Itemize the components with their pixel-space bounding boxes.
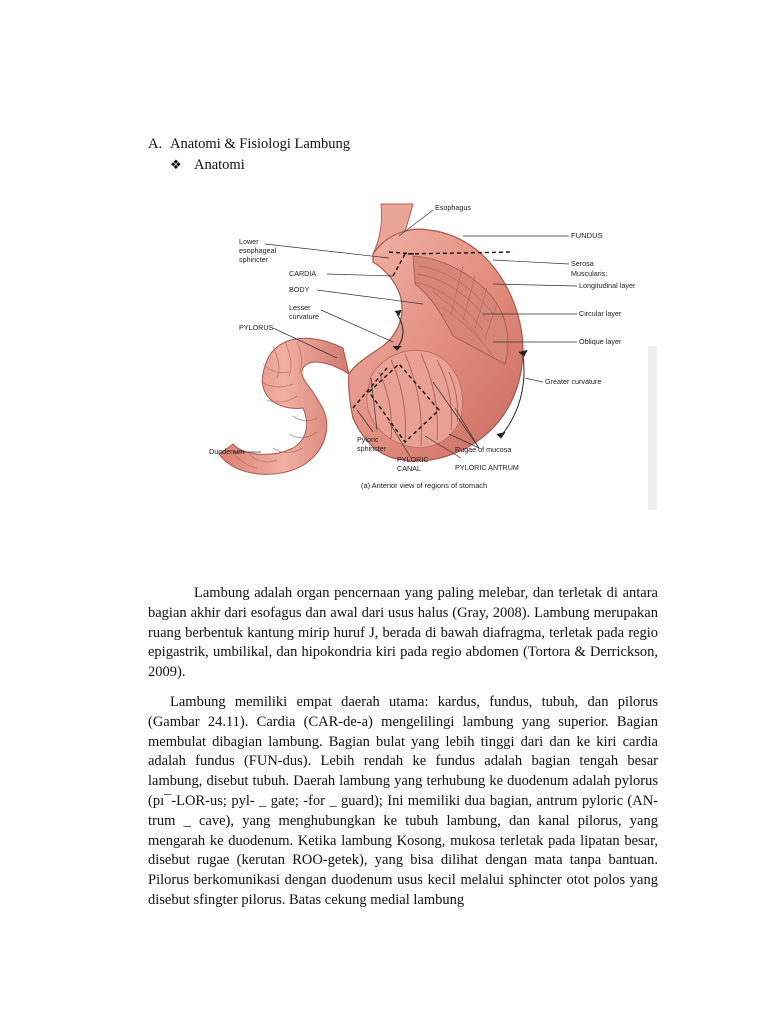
paragraph-2: Lambung memiliki empat daerah utama: kardus, fundus, tubuh, dan pilorus (Gambar 24.11). Cardia (CAR-de-a) mengelilingi lambung yang superior. Bagian membulat dibagian lambung. Bagian bulat yang lebih tinggi dari dan ke kiri cardia adalah fundus (FUN-dus). Lebih rendah ke fundus adalah bagian tengah besar lambung, disebut tubuh. Daerah lambung yang terhubung ke duodenum adalah pylorus (pı¯-LOR-us; pyl- _ gate; -for _ guard); Ini memiliki dua bagian, antrum pyloric (AN-trum _ cave), yang menghubungkan ke tubuh lambung, dan kanal pilorus, yang mengarah ke duodenum. Ketika lambung Kosong, mukosa terletak pada lipatan besar, disebut rugae (kerutan ROO-getek), yang bisa dilihat dengan mata tanpa bantuan. Pilorus berkomunikasi dengan duodenum usus kecil melalui sphincter otot polos yang disebut sfingter pilorus. Batas cekung medial lambung bbox=[148, 694, 658, 908]
paragraph-1: Lambung adalah organ pencernaan yang paling melebar, dan terletak di antara bagian akhir dari esofagus dan awal dari usus halus (Gray, 2008). Lambung merupakan ruang berbentuk kantung mirip huruf J, berada di bawah diafragma, terletak pada regio epigastrik, umbilikal, dan hipokondria kiri pada regio abdomen (Tortora & Derrickson, 2009). bbox=[148, 585, 658, 681]
label-lesser-1: Lesser bbox=[289, 303, 311, 312]
section-number: A. bbox=[148, 136, 163, 152]
label-lesser-2: curvature bbox=[289, 312, 319, 321]
figure-caption: (a) Anterior view of regions of stomach bbox=[361, 481, 488, 490]
label-duodenum: Duodenum bbox=[209, 447, 245, 456]
label-body: BODY bbox=[289, 285, 310, 294]
label-pyloric-canal-2: CANAL bbox=[397, 464, 421, 473]
label-pylorus: PYLORUS bbox=[239, 323, 274, 332]
label-oblique: Oblique layer bbox=[579, 337, 622, 346]
label-pyloric-antrum: PYLORIC ANTRUM bbox=[455, 463, 519, 472]
label-pyloric-sphincter-2: sphincter bbox=[357, 444, 387, 453]
label-esophagus: Esophagus bbox=[435, 203, 471, 212]
label-lower-sphincter-3: sphincter bbox=[239, 255, 269, 264]
label-longitudinal: Longitudinal layer bbox=[579, 281, 636, 290]
label-lower-sphincter-1: Lower bbox=[239, 237, 259, 246]
label-circular: Circular layer bbox=[579, 309, 622, 318]
diamond-bullet-icon: ❖ bbox=[170, 157, 182, 172]
label-serosa: Serosa bbox=[571, 259, 594, 268]
subsection-heading bbox=[170, 157, 245, 174]
label-muscularis: Muscularis: bbox=[571, 269, 608, 278]
section-title: Anatomi & Fisiologi Lambung bbox=[170, 136, 351, 152]
subsection-title: Anatomi bbox=[194, 157, 245, 173]
label-rugae: Rugae of mucosa bbox=[455, 445, 512, 454]
stomach-anatomy-figure bbox=[193, 196, 657, 510]
section-heading bbox=[148, 136, 350, 153]
label-pyloric-canal-1: PYLORIC bbox=[397, 455, 429, 464]
label-lower-sphincter-2: esophageal bbox=[239, 246, 277, 255]
label-fundus: FUNDUS bbox=[571, 231, 603, 240]
right-scan-edge bbox=[648, 346, 657, 510]
label-pyloric-sphincter-1: Pyloric bbox=[357, 435, 379, 444]
label-greater-curvature: Greater curvature bbox=[545, 377, 602, 386]
label-cardia: CARDIA bbox=[289, 269, 317, 278]
